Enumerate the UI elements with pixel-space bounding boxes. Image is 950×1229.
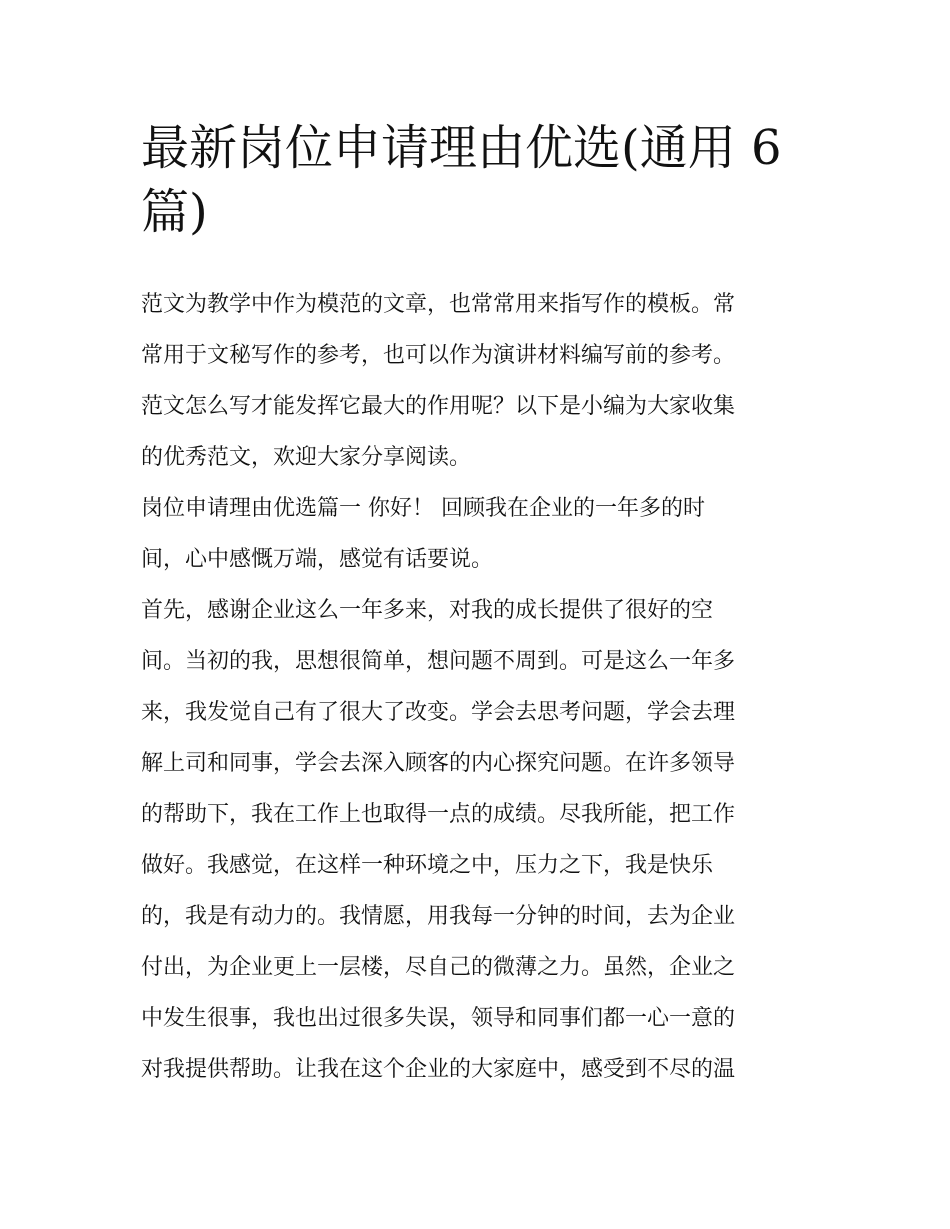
body-line: 解上司和同事，学会去深入顾客的内心探究问题。在许多领导	[141, 751, 736, 776]
body-line: 岗位申请理由优选篇一 你好！ 回顾我在企业的一年多的时	[141, 496, 705, 521]
body-line: 范文怎么写才能发挥它最大的作用呢？以下是小编为大家收集	[141, 394, 736, 419]
title-line: 篇)	[141, 184, 208, 240]
document-title	[141, 116, 821, 244]
body-line: 的帮助下，我在工作上也取得一点的成绩。尽我所能，把工作	[141, 802, 736, 827]
body-line: 范文为教学中作为模范的文章，也常常用来指写作的模板。常	[141, 292, 736, 317]
body-line: 的，我是有动力的。我情愿，用我每一分钟的时间，去为企业	[141, 904, 736, 929]
body-line: 常用于文秘写作的参考，也可以作为演讲材料编写前的参考。	[141, 343, 736, 368]
title-line: 最新岗位申请理由优选(通用 6	[141, 120, 782, 176]
body-line: 的优秀范文，欢迎大家分享阅读。	[141, 445, 472, 470]
body-line: 中发生很事，我也出过很多失误，领导和同事们都一心一意的	[141, 1006, 736, 1031]
body-line: 首先，感谢企业这么一年多来，对我的成长提供了很好的空	[141, 598, 714, 623]
body-line: 来，我发觉自己有了很大了改变。学会去思考问题，学会去理	[141, 700, 736, 725]
body-line: 做好。我感觉，在这样一种环境之中，压力之下，我是快乐	[141, 853, 714, 878]
document-body	[141, 279, 813, 1095]
body-line: 间，心中感慨万端，感觉有话要说。	[141, 547, 494, 572]
body-line: 间。当初的我，思想很简单，想问题不周到。可是这么一年多	[141, 649, 736, 674]
body-line: 付出，为企业更上一层楼，尽自己的微薄之力。虽然，企业之	[141, 955, 736, 980]
body-line: 对我提供帮助。让我在这个企业的大家庭中，感受到不尽的温	[141, 1057, 736, 1082]
